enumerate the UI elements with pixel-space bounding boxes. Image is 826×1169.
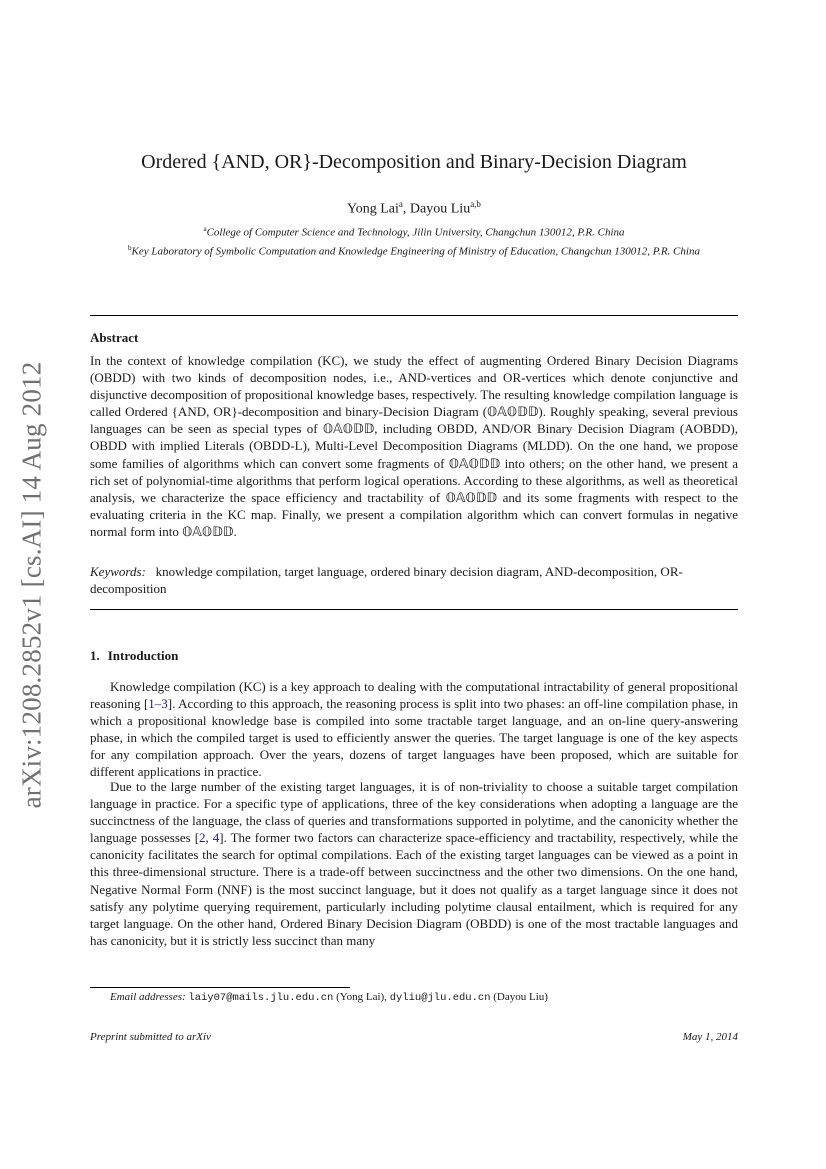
para-text: ]. According to this approach, the reasoning process is split into two phases: an off-line compilation phase, in which a propositional knowledge base is compiled into some tractable target language, and an on-line query-answering phase, in which the compiled target is used to efficiently answer the queries. The target language is one of the key aspects for any compilation approach. Over the years, dozens of target languages have been proposed, which are suitable for different applications in practice. bbox=[90, 696, 738, 780]
section-number: 1. bbox=[90, 648, 100, 663]
keywords bbox=[90, 563, 738, 597]
intro-paragraph-1 bbox=[90, 678, 738, 781]
footnote-rule bbox=[90, 987, 350, 988]
abstract-top-rule bbox=[90, 315, 738, 316]
author-affil-mark: a bbox=[398, 199, 403, 209]
keywords-label: Keywords: bbox=[90, 564, 146, 579]
footnote-emails bbox=[110, 991, 548, 1004]
author-separator: , bbox=[402, 201, 410, 217]
author-affil-mark: a,b bbox=[470, 199, 481, 209]
citation-link[interactable]: 2 bbox=[199, 830, 206, 846]
section-heading bbox=[90, 648, 178, 664]
footnote-label: Email addresses: bbox=[110, 991, 186, 1003]
arxiv-stamp-text: arXiv:1208.2852v1 [cs.AI] 14 Aug 2012 bbox=[16, 361, 47, 809]
author-name: Dayou Liu bbox=[409, 201, 471, 217]
abstract-heading: Abstract bbox=[90, 330, 139, 345]
abstract-bottom-rule bbox=[90, 609, 738, 610]
arxiv-stamp bbox=[12, 345, 52, 825]
email-link[interactable]: dyliu@jlu.edu.cn bbox=[389, 992, 491, 1004]
footnote-name: (Dayou Liu) bbox=[493, 991, 548, 1003]
citation-link[interactable]: 1–3 bbox=[148, 696, 168, 712]
affiliation-mark: b bbox=[128, 243, 132, 252]
para-text: ]. The former two factors can characterize space-efficiency and tractability, respectively, while the canonicity facilitates the search for optimal compilations. Each of the existing target languages can be viewed as a point in this three-dimensional structure. There is a trade-off between succinctness and the other two dimensions. On the one hand, Negative Normal Form (NNF) is the most succinct language, but it does not qualify as a target language since it does not satisfy any polytime querying requirement, particularly including polytime clausal entailment, which is required for any target language. On the other hand, Ordered Binary Decision Diagram (OBDD) is one of the most tractable languages and has canonicity, but it is strictly less succinct than many bbox=[90, 830, 738, 948]
intro-paragraph-2 bbox=[90, 778, 738, 949]
author-list bbox=[90, 199, 738, 218]
footnote-name: (Yong Lai), bbox=[336, 991, 387, 1003]
citation-link[interactable]: 4 bbox=[212, 830, 220, 846]
footer-preprint-note: Preprint submitted to arXiv bbox=[90, 1031, 211, 1043]
paper-title: Ordered {AND, OR}-Decomposition and Binary-Decision Diagram bbox=[141, 151, 687, 173]
author-name: Yong Lai bbox=[347, 201, 399, 217]
abstract-text: In the context of knowledge compilation (KC), we study the effect of augmenting Ordered Binary Decision Diagrams (OBDD) with two kinds of decomposition nodes, i.e., AND-vertices and OR-vertices which denote conjunctive and disjunctive decomposition of propositional knowledge bases, respectively. The resulting knowledge compilation language is called Ordered {AND, OR}-decomposition and binary-Decision Diagram (𝕆𝔸𝕆𝔻𝔻). Roughly speaking, several previous languages can be seen as special types of 𝕆𝔸𝕆𝔻𝔻, including OBDD, AND/OR Binary Decision Diagram (AOBDD), OBDD with implied Literals (OBDD-L), Multi-Level Decomposition Diagrams (MLDD). On the one hand, we propose some families of algorithms which can convert some fragments of 𝕆𝔸𝕆𝔻𝔻 into others; on the other hand, we present a rich set of polynomial-time algorithms that perform logical operations. According to these algorithms, as well as theoretical analysis, we characterize the space efficiency and tractability of 𝕆𝔸𝕆𝔻𝔻 and its some fragments with respect to the evaluating criteria in the KC map. Finally, we present a compilation algorithm which can convert formulas in negative normal form into 𝕆𝔸𝕆𝔻𝔻. bbox=[90, 353, 738, 539]
affiliation-a bbox=[90, 222, 738, 241]
keywords-text: knowledge compilation, target language, ordered binary decision diagram, AND-decomposition, OR-decomposition bbox=[90, 564, 683, 597]
affiliation-b bbox=[90, 241, 738, 260]
para-text: , bbox=[205, 830, 213, 846]
footer-date: May 1, 2014 bbox=[682, 1031, 738, 1043]
affiliation-text: Key Laboratory of Symbolic Computation and Knowledge Engineering of Ministry of Education, Changchun 130012, P.R. China bbox=[131, 245, 700, 258]
para-text: Due to the large number of the existing target languages, it is of non-triviality to choose a suitable target compilation language in practice. For a specific type of applications, three of the key considerations when adopting a language are the succinctness of the language, the class of queries and transformations supported in polytime, and the canonicity whether the language possesses [ bbox=[90, 779, 738, 846]
email-link[interactable]: laiy07@mails.jlu.edu.cn bbox=[188, 992, 334, 1004]
affiliation-text: College of Computer Science and Technology, Jilin University, Changchun 130012, P.R. China bbox=[206, 226, 625, 239]
para-text: Knowledge compilation (KC) is a key approach to dealing with the computational intractability of general propositional reasoning [ bbox=[90, 679, 738, 712]
section-title: Introduction bbox=[107, 648, 179, 663]
affiliations bbox=[90, 222, 738, 259]
affiliation-mark: a bbox=[203, 225, 207, 233]
